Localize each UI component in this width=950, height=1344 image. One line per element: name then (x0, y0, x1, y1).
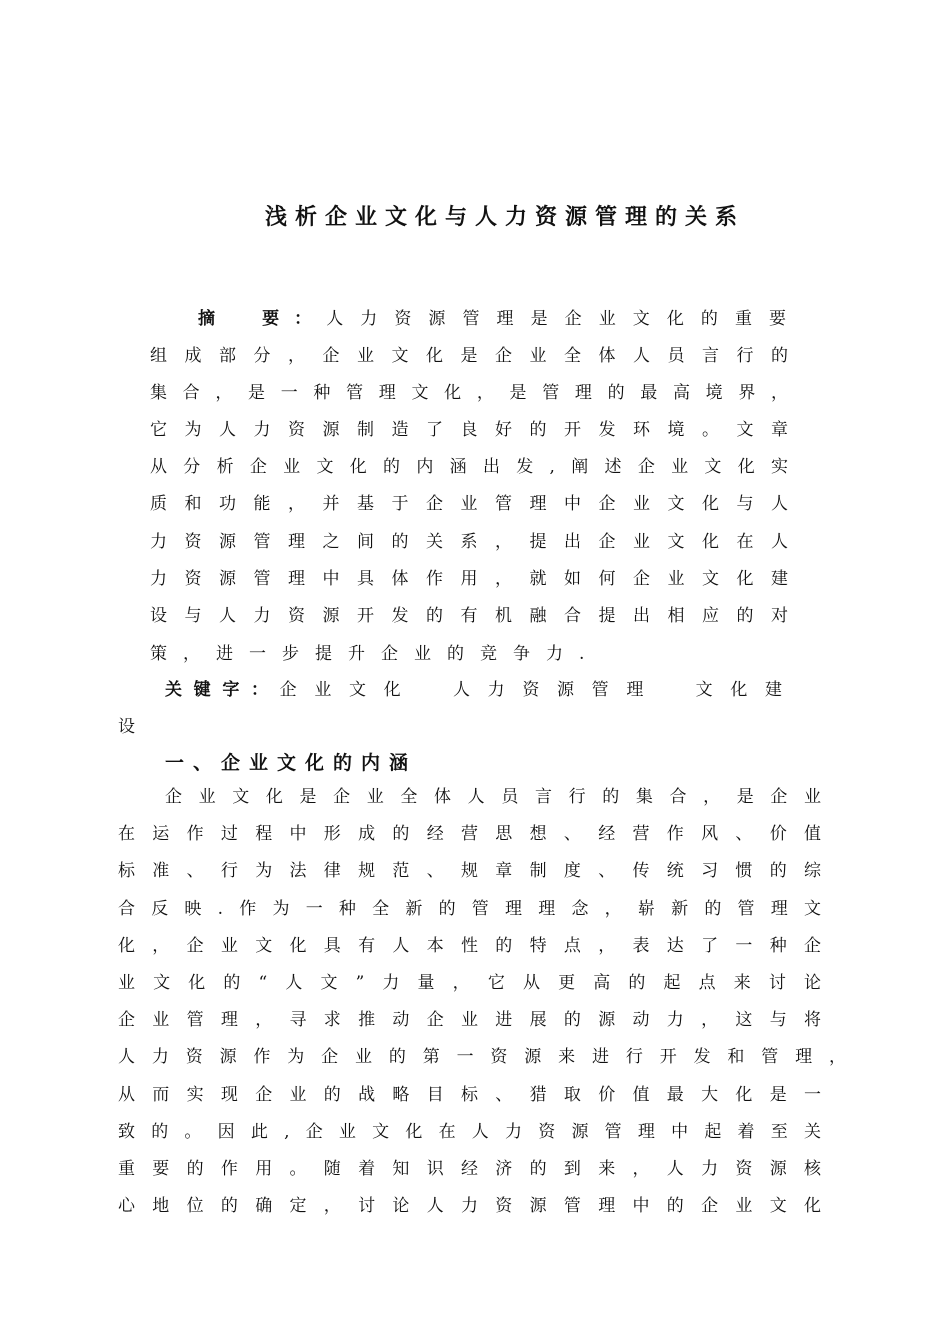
abstract-line: 它为人力资源制造了良好的开发环境。文章 (150, 420, 788, 440)
abstract-line: 人力资源管理是企业文化的重要 (326, 309, 789, 329)
body-line: 企业文化是企业全体人员言行的集合，是企业 (165, 787, 821, 807)
abstract-first-line (198, 307, 788, 331)
abstract-line: 从分析企业文化的内涵出发,阐述企业文化实 (150, 457, 788, 477)
keywords-line (165, 678, 788, 702)
body-line: 重要的作用。随着知识经济的到来，人力资源核 (118, 1159, 821, 1179)
abstract-line: 设与人力资源开发的有机融合提出相应的对 (150, 606, 788, 626)
section-heading: 一、企业文化的内涵 (165, 752, 418, 774)
body-line: 化，企业文化具有人本性的特点，表达了一种企 (118, 936, 821, 956)
body-line: 人力资源作为企业的第一资源来进行开发和管理， (118, 1047, 846, 1067)
abstract-line: 力资源管理中具体作用，就如何企业文化建 (150, 569, 788, 589)
abstract-line: 集合，是一种管理文化，是管理的最高境界， (150, 383, 788, 403)
body-line: 致的。因此,企业文化在人力资源管理中起着至关 (118, 1122, 821, 1142)
body-line: 业文化的“人文”力量，它从更高的起点来讨论 (118, 973, 821, 993)
body-line: 从而实现企业的战略目标、猎取价值最大化是一 (118, 1085, 821, 1105)
body-line: 合反映.作为一种全新的管理理念，崭新的管理文 (118, 899, 821, 919)
body-line: 心地位的确定，讨论人力资源管理中的企业文化 (118, 1196, 821, 1216)
body-line: 在运作过程中形成的经营思想、经营作风、价值 (118, 824, 821, 844)
body-line: 标准、行为法律规范、规章制度、传统习惯的综 (118, 861, 821, 881)
abstract-line: 质和功能，并基于企业管理中企业文化与人 (150, 494, 788, 514)
keywords-label: 关键字： (165, 680, 280, 700)
paper-title: 浅析企业文化与人力资源管理的关系 (264, 205, 745, 230)
keywords-text: 企业文化 人力资源管理 文化建 (279, 680, 789, 700)
abstract-line: 力资源管理之间的关系，提出企业文化在人 (150, 532, 788, 552)
abstract-label: 摘 要： (198, 309, 327, 329)
abstract-line: 策，进一步提升企业的竞争力. (150, 644, 601, 664)
abstract-line: 组成部分，企业文化是企业全体人员言行的 (150, 346, 788, 366)
body-line: 企业管理，寻求推动企业进展的源动力，这与将 (118, 1010, 821, 1030)
keywords-wrap: 设 (118, 717, 135, 737)
